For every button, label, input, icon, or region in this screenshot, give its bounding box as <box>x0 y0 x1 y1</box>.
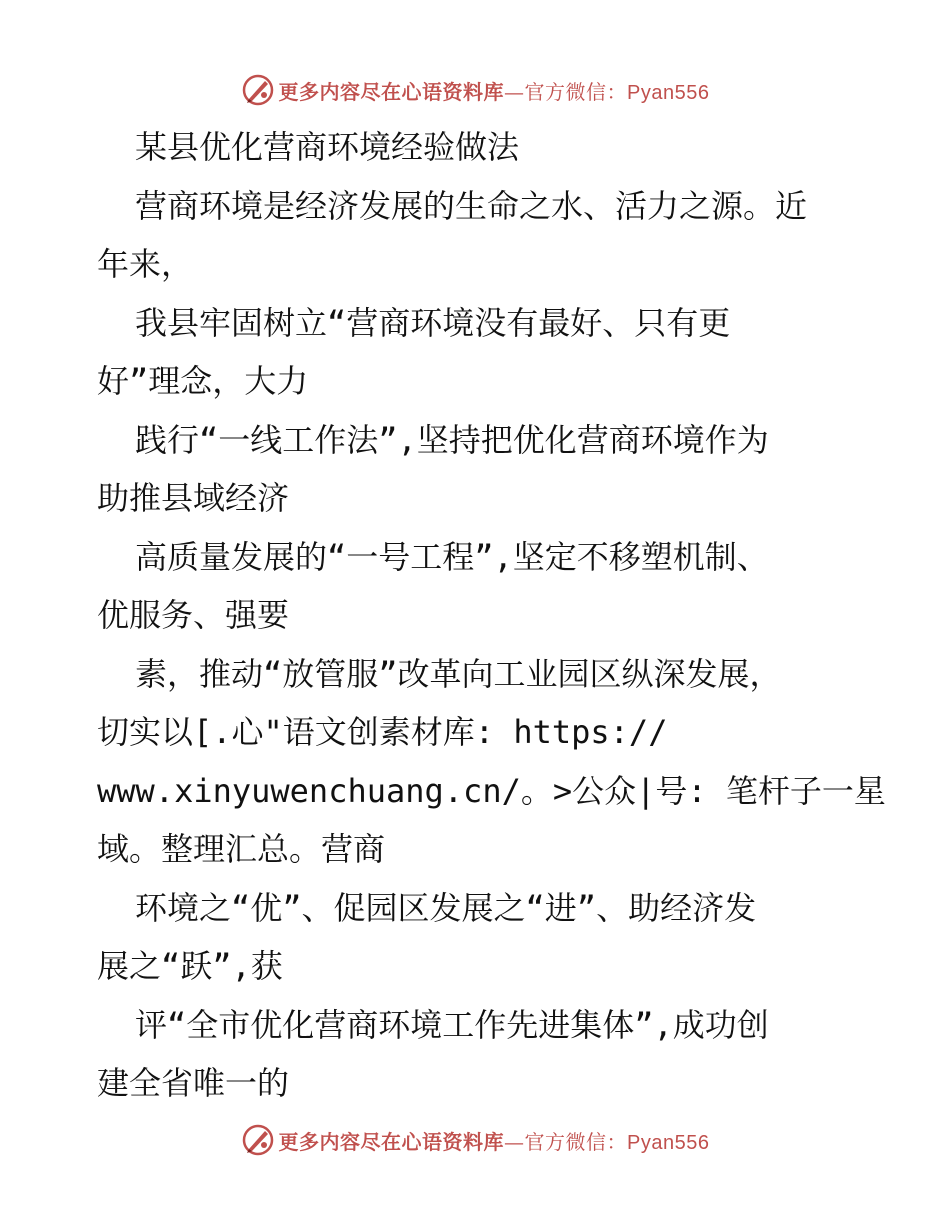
text-line: www.xinyuwenchuang.cn/。>公众|号: 笔杆子一星 <box>97 771 886 810</box>
header-brand: 更多内容尽在心语资料库 <box>278 79 505 104</box>
text-line: 年来， <box>97 245 194 283</box>
text-line: 我县牢固树立“营商环境没有最好、只有更 <box>135 303 731 342</box>
text-line: 环境之“优”、促园区发展之“进”、助经济发 <box>135 888 757 927</box>
document-title: 某县优化营商环境经验做法 <box>135 128 520 166</box>
text-line: 好”理念，大力 <box>97 362 309 400</box>
text-line: 高质量发展的“一号工程”,坚定不移塑机制、 <box>135 537 769 576</box>
header-separator: — <box>504 79 525 104</box>
text-line: 切实以[.心"语文创素材库: https:// <box>97 713 668 751</box>
footer-separator: — <box>504 1129 525 1154</box>
footer-wechat-label: 官方微信： <box>524 1129 628 1154</box>
header-account: Pyan556 <box>627 81 710 104</box>
text-line: 助推县域经济 <box>97 479 290 517</box>
footer-brand: 更多内容尽在心语资料库 <box>278 1129 505 1154</box>
header-banner-text <box>279 76 710 105</box>
footer-account: Pyan556 <box>627 1131 710 1154</box>
text-line: 展之“跃”,获 <box>97 947 283 985</box>
footer-banner-text <box>279 1126 710 1155</box>
text-line: 践行“一线工作法”,坚持把优化营商环境作为 <box>135 420 769 459</box>
text-line: 评“全市优化营商环境工作先进集体”,成功创 <box>135 1005 769 1044</box>
header-wechat-label: 官方微信： <box>524 79 628 104</box>
text-line: 建全省唯一的 <box>97 1064 290 1102</box>
text-line: 域。整理汇总。营商 <box>97 830 386 868</box>
header-banner <box>0 70 950 110</box>
text-line: 营商环境是经济发展的生命之水、活力之源。近 <box>135 186 808 225</box>
text-line: 素，推动“放管服”改革向工业园区纵深发展， <box>135 654 782 693</box>
pen-logo-icon <box>241 1123 275 1157</box>
document-body <box>97 118 886 1113</box>
pen-logo-icon <box>241 73 275 107</box>
footer-banner <box>0 1120 950 1160</box>
text-line: 优服务、强要 <box>97 596 290 634</box>
